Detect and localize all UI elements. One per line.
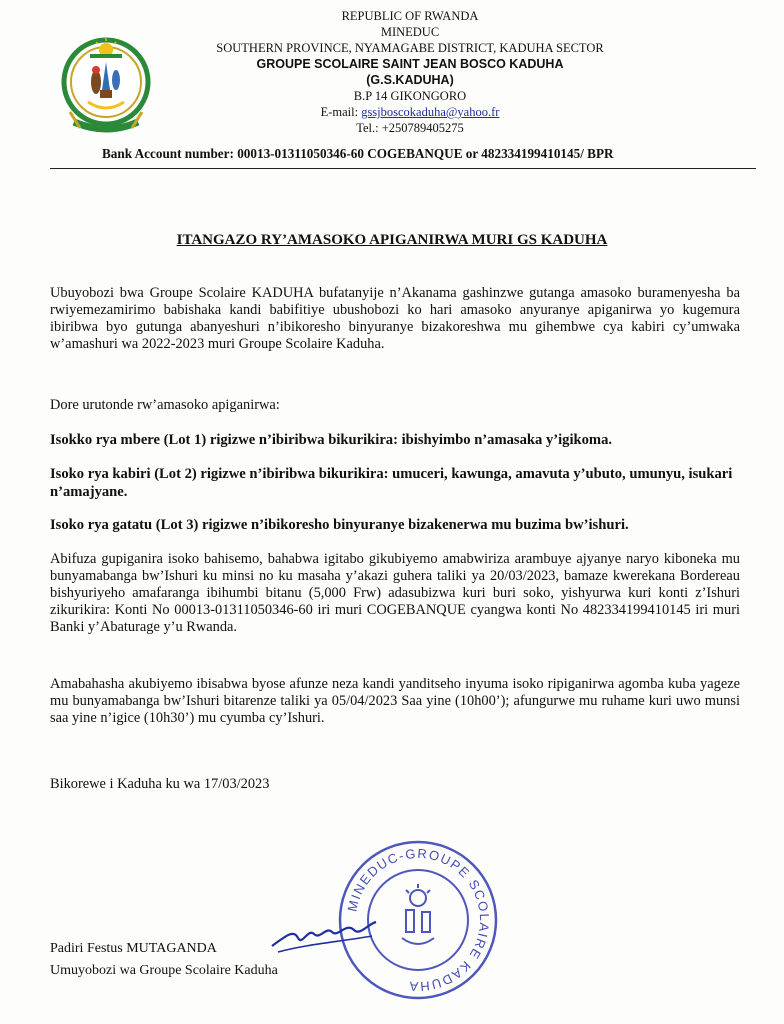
lot-3: Isoko rya gatatu (Lot 3) rigizwe n’ibikoresho binyuranye bizakenerwa mu buzima bw’ishuri. [50,517,629,533]
lot-2: Isoko rya kabiri (Lot 2) rigizwe n’ibiribwa bikurikira: umuceri, kawunga, amavuta y’ubuto, umunyu, isukari n’amajyane. [50,466,733,500]
intro-paragraph: Ubuyobozi bwa Groupe Scolaire KADUHA bufatanyije n’Akanama gashinzwe gutanga amasoko buramenyesha ba rwiyemezamirimo babishaka kandi babifitiye ubushobozi ko hari amasoko anyuranye apiganirwa yo kugemura ibiribwa byo gutunga abanyeshuri n’ibikoresho binyuranye bizakoreshwa mu gihembwe cya kabiri cy’umwaka w’amashuri wa 2022-2023 muri Groupe Scolaire Kaduha. [50,285,740,352]
email-link[interactable]: gssjboscokaduha@yahoo.fr [361,105,500,119]
place-date: Bikorewe i Kaduha ku wa 17/03/2023 [50,776,270,792]
application-paragraph: Abifuza gupiganira isoko bahisemo, bahabwa igitabo gikubiyemo amabwiriza arambuye ajyanye naryo kiboneka mu bunyamabanga bw’Ishuri ku minsi no ku masaha y’akazi guhera taliki ya 20/03/2023, bamaze kwerekana Bordereau bishyuriyeho amafaranga ibihumbi bitanu (5,000 Frw) adasubizwa kuri buri soko, yishyurwa kuri konti z’Ishuri zikurikira: Konti No 00013-01311050346-60 iri muri COGEBANQUE cyangwa konti No 482334199410145 iri muri Banki y’Abaturage y’u Rwanda. [50,551,740,635]
lot-1: Isokko rya mbere (Lot 1) rigizwe n’ibiribwa bikurikira: ibishyimbo n’amasaka y’igikoma. [50,432,613,448]
list-intro: Dore urutonde rw’amasoko apiganirwa: [50,397,280,413]
signer-title: Umuyobozi wa Groupe Scolaire Kaduha [50,963,278,978]
ministry-line: MINEDUC [380,25,440,39]
header-divider [50,168,756,169]
letterhead-text [190,8,630,136]
email-line [190,104,630,120]
postal-box: B.P 14 GIKONGORO [353,89,467,103]
signature-block [50,938,278,982]
signer-name: Padiri Festus MUTAGANDA [50,941,217,956]
rwanda-coat-of-arms-icon [60,32,152,142]
email-label: E-mail: [320,105,362,119]
republic-line: REPUBLIC OF RWANDA [341,9,479,23]
school-name: GROUPE SCOLAIRE SAINT JEAN BOSCO KADUHA [256,57,564,71]
svg-text:MINEDUC-GROUPE SCOLAIRE KADUHA: MINEDUC-GROUPE SCOLAIRE KADUHA [344,845,493,995]
handwritten-signature-icon [268,908,378,958]
submission-paragraph: Amabahasha akubiyemo ibisabwa byose afunze neza kandi yanditseho inyuma isoko ripiganirwa agomba kuba yageze mu bunyamabanga bw’Ishuri bitarenze taliki ya 05/04/2023 Saa yine (10h00’); afungurwe mu ruhame kuri uwo munsi saa yine n’igice (10h30’) mu cyumba cy’Ishuri. [50,676,740,726]
school-abbreviation: (G.S.KADUHA) [366,73,454,87]
location-line: SOUTHERN PROVINCE, NYAMAGABE DISTRICT, KADUHA SECTOR [216,41,604,55]
bank-account-line: Bank Account number: 00013-01311050346-60 COGEBANQUE or 482334199410145/ BPR [102,146,614,161]
notice-title: ITANGAZO RY’AMASOKO APIGANIRWA MURI GS KADUHA [176,232,608,248]
telephone-line: Tel.: +250789405275 [356,121,464,135]
